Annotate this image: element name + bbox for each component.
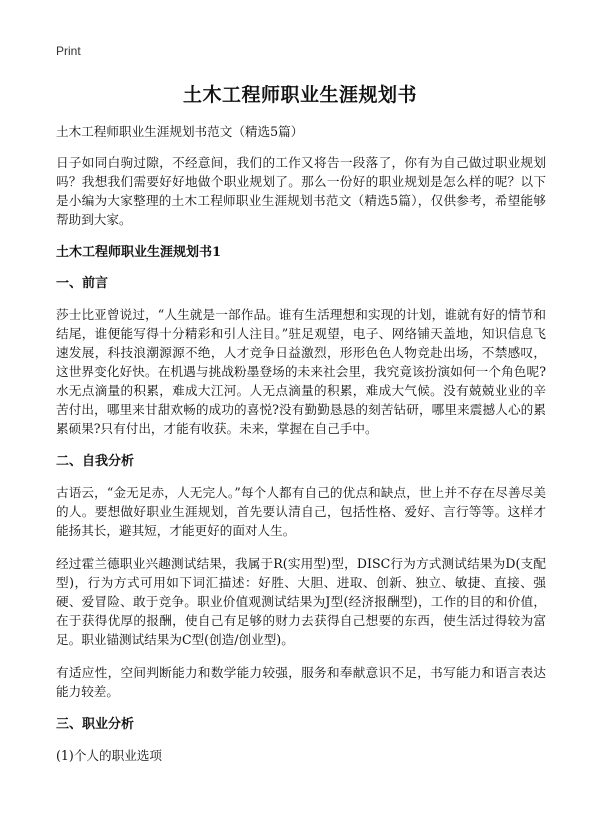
part-heading-self-analysis: 二、自我分析 [56, 454, 135, 469]
self-analysis-paragraph-2: 经过霍兰德职业兴趣测试结果，我属于R(实用型)型，DISC行为方式测试结果为D(支配型)，行为方式可用如下词汇描述：好胜、大胆、进取、创新、独立、敏捷、直接、强硬、爱冒险、敢于竞争。职业价值观测试结果为J型(经济报酬型)，工作的目的和价值，在于获得优厚的报酬，使自己有足够的财力去获得自己想要的东西，使生活过得较为富足。职业锚测试结果为C型(创造/创业型)。 [56, 556, 546, 647]
document-body [56, 122, 546, 779]
part-heading-preface: 一、前言 [56, 276, 109, 291]
section-heading: 土木工程师职业生涯规划书1 [56, 245, 222, 260]
intro-paragraph: 日子如同白驹过隙，不经意间，我们的工作又将告一段落了，你有为自己做过职业规划吗？我想我们需要好好地做个职业规划了。那么一份好的职业规划是怎么样的呢？以下是小编为大家整理的土木工程师职业生涯规划书范文（精选5篇），仅供参考，希望能够帮助到大家。 [56, 155, 546, 227]
document-subtitle: 土木工程师职业生涯规划书范文（精选5篇） [56, 124, 304, 139]
career-analysis-paragraph-1: (1)个人的职业选项 [56, 748, 162, 763]
part-heading-career-analysis: 三、职业分析 [56, 717, 135, 732]
self-analysis-paragraph-1: 古语云，“金无足赤，人无完人。”每个人都有自己的优点和缺点，世上并不存在尽善尽美的人。要想做好职业生涯规划，首先要认清自己，包括性格、爱好、言行等等。这样才能扬其长，避其短，才能更好的面对人生。 [56, 485, 546, 538]
print-link[interactable]: Print [56, 44, 81, 58]
page-title: 土木工程师职业生涯规划书 [182, 84, 417, 106]
preface-paragraph: 莎士比亚曾说过，“人生就是一部作品。谁有生活理想和实现的计划，谁就有好的情节和结尾，谁便能写得十分精彩和引人注目。”驻足观望，电子、网络铺天盖地，知识信息飞速发展，科技浪潮源源不绝，人才竞争日益激烈，形形色色人物竞赴出场，不禁感叹，这世界变化好快。在机遇与挑战粉墨登场的未来社会里，我究竟该扮演如何一个角色呢?水无点滴量的积累，难成大江河。人无点滴量的积累，难成大气候。没有兢兢业业的辛苦付出，哪里来甘甜欢畅的成功的喜悦?没有勤勤恳恳的刻苦钻研，哪里来震撼人心的累累硕果?只有付出，才能有收获。未来，掌握在自己手中。 [56, 307, 546, 436]
self-analysis-paragraph-3: 有适应性，空间判断能力和数学能力较强，服务和奉献意识不足，书写能力和语言表达能力较差。 [56, 665, 546, 699]
